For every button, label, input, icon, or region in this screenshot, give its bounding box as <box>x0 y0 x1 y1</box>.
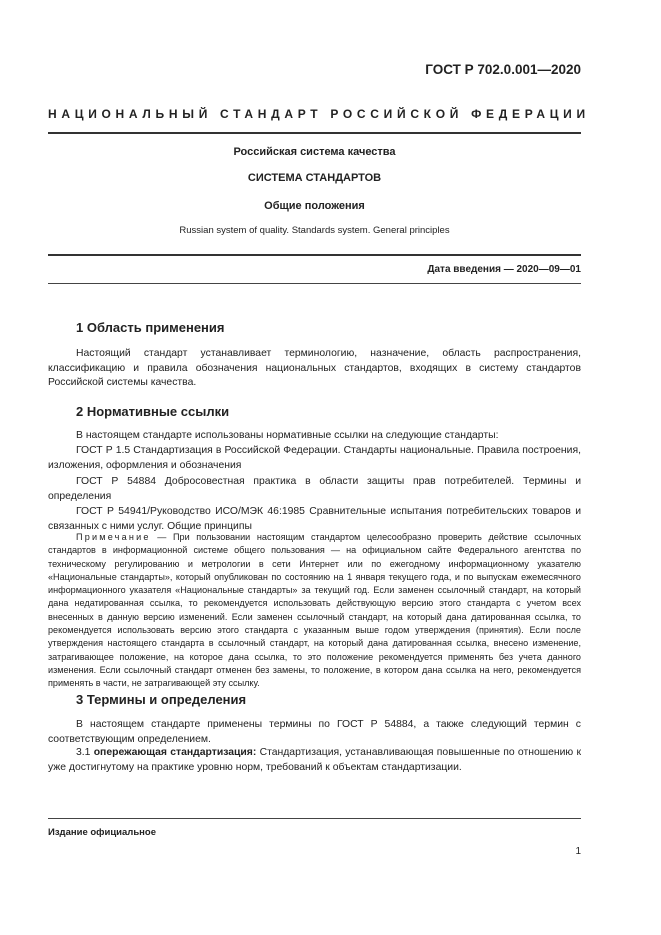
standard-subtitle: Общие положения <box>264 200 365 212</box>
footer-rule <box>48 818 581 819</box>
reference-item: ГОСТ Р 1.5 Стандартизация в Российской Федерации. Стандарты национальные. Правила построения, изложения, оформления и обозначения <box>48 445 581 472</box>
quality-system-title: Российская система качества <box>233 146 396 158</box>
reference-item: ГОСТ Р 54884 Добросовестная практика в области защиты прав потребителей. Термины и определения <box>48 475 581 502</box>
section-2-heading: 2 Нормативные ссылки <box>76 404 230 419</box>
references-intro: В настоящем стандарте использованы нормативные ссылки на следующие стандарты: <box>76 430 499 441</box>
section-1-heading: 1 Область применения <box>76 320 225 335</box>
term-number: 3.1 <box>76 747 94 758</box>
introduction-date: Дата введения — 2020—09—01 <box>427 264 581 275</box>
standard-banner: НАЦИОНАЛЬНЫЙ СТАНДАРТ РОССИЙСКОЙ ФЕДЕРАЦИИ <box>48 107 590 121</box>
note-text: — При пользовании настоящим стандартом целесообразно проверить действие ссылочных стандартов в информационной системе общего пользования — на официальном сайте Федерального агентства по техническому регулированию и метрологии в сети Интернет или по ежегодному информационному указателю «Национальные стандарты», который опубликован по состоянию на 1 января текущего года, и по выпускам ежемесячного информационного указателя «Национальные стандарты» за текущий год. Если заменен ссылочный стандарт, на который дана недатированная ссылка, то рекомендуется использовать действующую версию этого стандарта с учетом всех внесенных в данную версию изменений. Если заменен ссылочный стандарт, на который дана датированная ссылка, то рекомендуется использовать версию этого стандарта с указанным выше годом утверждения (принятия). Если после утверждения настоящего стандарта в ссылочный стандарт, на который дана датированная ссылка, внесено изменение, затрагивающее положение, на которое дана ссылка, то это положение рекомендуется применять без учета данного изменения. Если ссылочный стандарт отменен без замены, то положение, в котором дана ссылка на него, рекомендуется применять в части, не затрагивающей эту ссылку. <box>48 532 581 689</box>
official-edition-label: Издание официальное <box>48 827 156 838</box>
references-note <box>48 531 581 691</box>
term-name: опережающая стандартизация: <box>93 747 257 758</box>
english-title: Russian system of quality. Standards system. General principles <box>179 225 450 236</box>
standard-main-title: СИСТЕМА СТАНДАРТОВ <box>247 172 382 184</box>
document-number: ГОСТ Р 702.0.001—2020 <box>425 62 581 77</box>
section-1-text: Настоящий стандарт устанавливает терминологию, назначение, область распространения, классификацию и правила обозначения национальных стандартов, входящих в систему стандартов Российской системы качества. <box>48 348 581 389</box>
title-bottom-rule <box>48 254 581 256</box>
normative-references <box>48 428 581 534</box>
page-number: 1 <box>575 846 581 857</box>
term-definition <box>48 746 581 775</box>
term-definition-text: Стандартизация, устанавливающая повышенные по отношению к уже достигнутому на практике уровню норм, требований к объектам стандартизации. <box>48 747 582 773</box>
reference-item: ГОСТ Р 54941/Руководство ИСО/МЭК 46:1985 Сравнительные испытания потребительских товаров и связанных с ними услуг. Общие принципы <box>48 506 581 533</box>
section-3-heading: 3 Термины и определения <box>76 692 247 707</box>
note-label: Примечание <box>76 532 151 542</box>
top-rule <box>48 132 581 134</box>
section-3-text: В настоящем стандарте применены термины по ГОСТ Р 54884, а также следующий термин с соответствующим определением. <box>48 719 581 745</box>
date-rule <box>48 283 581 284</box>
